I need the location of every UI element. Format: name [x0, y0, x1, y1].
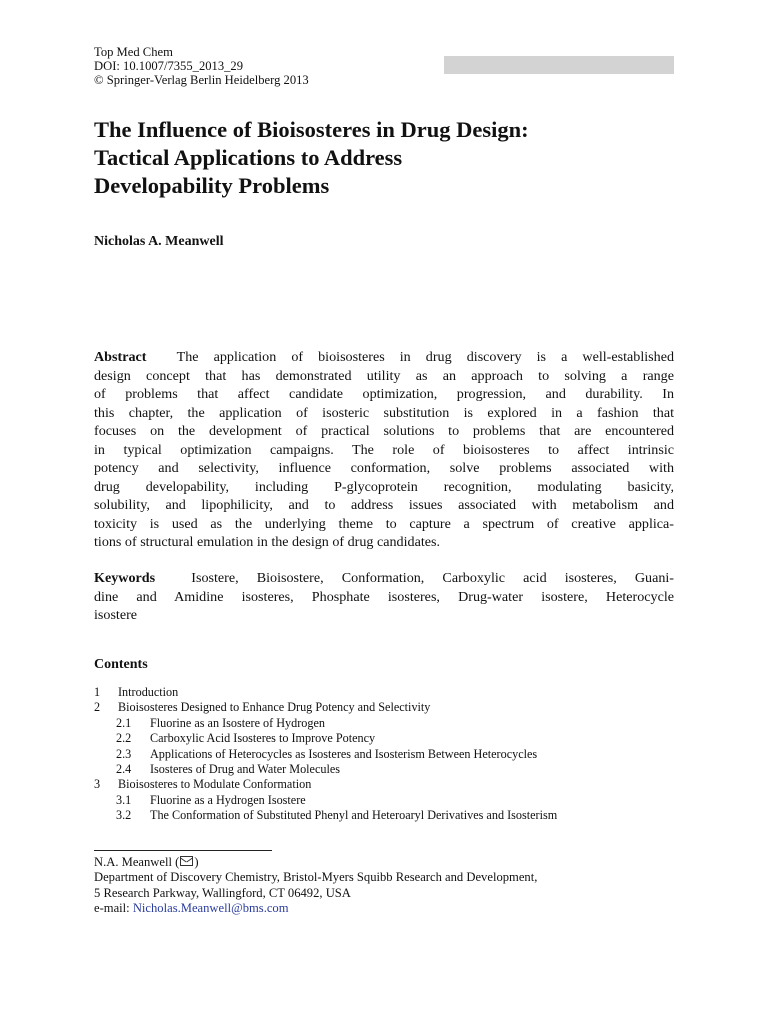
abstract-line: in typical optimization campaigns. The role of bioisosteres to affect intrinsic [94, 441, 674, 458]
toc-number: 2.4 [116, 761, 132, 776]
title-line: The Influence of Bioisosteres in Drug Design: [94, 117, 529, 142]
toc-text: Applications of Heterocycles as Isosteres and Isosterism Between Heterocycles [150, 746, 538, 761]
footnote-email-line [94, 901, 537, 916]
abstract-line: focuses on the development of practical solutions to problems that are encountered [94, 423, 674, 439]
toc-number: 2.1 [116, 715, 132, 730]
footnote-department: Department of Discovery Chemistry, Bristol-Myers Squibb Research and Development, [94, 870, 538, 885]
toc-number: 2 [94, 700, 101, 715]
email-label: e-mail: [94, 901, 133, 916]
toc-number: 3.1 [116, 792, 132, 807]
abstract-line: potency and selectivity, influence conformation, solve problems associated with [94, 460, 674, 476]
copyright: © Springer-Verlag Berlin Heidelberg 2013 [94, 73, 309, 88]
abstract-label: Abstract [94, 349, 147, 365]
toc-text: Fluorine as a Hydrogen Isostere [150, 792, 306, 807]
keywords [94, 569, 674, 625]
toc-number: 1 [94, 685, 101, 699]
paper-title [94, 116, 694, 200]
abstract-line: drug developability, including P-glycoprotein recognition, modulating basicity, [94, 478, 674, 495]
toc-item[interactable] [94, 685, 694, 700]
envelope-icon [180, 856, 193, 866]
header-meta [94, 45, 309, 88]
abstract-line: of problems that affect candidate optimization, progression, and durability. In [94, 386, 674, 402]
toc-text: Isosteres of Drug and Water Molecules [150, 761, 341, 776]
header-gray-bar [444, 56, 674, 74]
toc-item[interactable] [94, 731, 694, 746]
author-footnote [94, 855, 537, 917]
abstract-line: tions of structural emulation in the design of drug candidates. [94, 534, 440, 550]
toc-number: 2.2 [116, 731, 132, 746]
toc-text: Carboxylic Acid Isosteres to Improve Potency [150, 731, 376, 746]
abstract-line: design concept that has demonstrated utility as an approach to solving a range [94, 367, 674, 384]
toc-item[interactable] [94, 700, 694, 715]
keywords-line: dine and Amidine isosteres, Phosphate isosteres, Drug-water isostere, Heterocycle [94, 588, 674, 605]
author-name: Nicholas A. Meanwell [94, 234, 224, 249]
toc-item[interactable] [94, 716, 694, 731]
toc-item[interactable] [94, 762, 694, 777]
toc-item[interactable] [94, 793, 694, 808]
abstract-line: toxicity is used as the underlying theme to capture a spectrum of creative applica- [94, 515, 674, 532]
toc-text: Bioisosteres to Modulate Conformation [118, 777, 312, 792]
footnote-divider [94, 850, 272, 851]
footnote-address: 5 Research Parkway, Wallingford, CT 06492, USA [94, 885, 351, 900]
keywords-label: Keywords [94, 570, 156, 586]
footnote-author: N.A. Meanwell ( [94, 855, 180, 869]
doi: DOI: 10.1007/7355_2013_29 [94, 59, 244, 74]
toc-text: Introduction [118, 685, 179, 699]
keywords-line: Keywords Isostere, Bioisostere, Conformation, Carboxylic acid isosteres, Guani- [94, 570, 674, 586]
toc-item[interactable] [94, 808, 694, 823]
toc-number: 3 [94, 777, 101, 792]
toc-item[interactable] [94, 747, 694, 762]
title-line: Tactical Applications to Address [94, 145, 403, 170]
abstract-line: Abstract The application of bioisosteres in drug discovery is a well-established [94, 349, 675, 365]
table-of-contents [94, 685, 694, 824]
abstract [94, 348, 674, 552]
journal-name: Top Med Chem [94, 45, 173, 59]
toc-number: 3.2 [116, 808, 132, 823]
title-line: Developability Problems [94, 173, 330, 198]
toc-item[interactable] [94, 777, 694, 792]
toc-text: Fluorine as an Isostere of Hydrogen [150, 715, 325, 730]
toc-number: 2.3 [116, 746, 132, 761]
email-link[interactable]: Nicholas.Meanwell@bms.com [132, 901, 289, 916]
abstract-line: this chapter, the application of isosteric substitution is explored in a fashion that [94, 404, 674, 421]
abstract-line: solubility, and lipophilicity, and to address issues associated with metabolism and [94, 497, 674, 513]
keywords-line: isostere [94, 607, 138, 623]
toc-text: The Conformation of Substituted Phenyl and Heteroaryl Derivatives and Isosterism [150, 808, 558, 823]
footnote-author-line: N.A. Meanwell ( ) [94, 855, 199, 869]
contents-heading: Contents [94, 657, 148, 672]
toc-text: Bioisosteres Designed to Enhance Drug Potency and Selectivity [118, 700, 431, 715]
